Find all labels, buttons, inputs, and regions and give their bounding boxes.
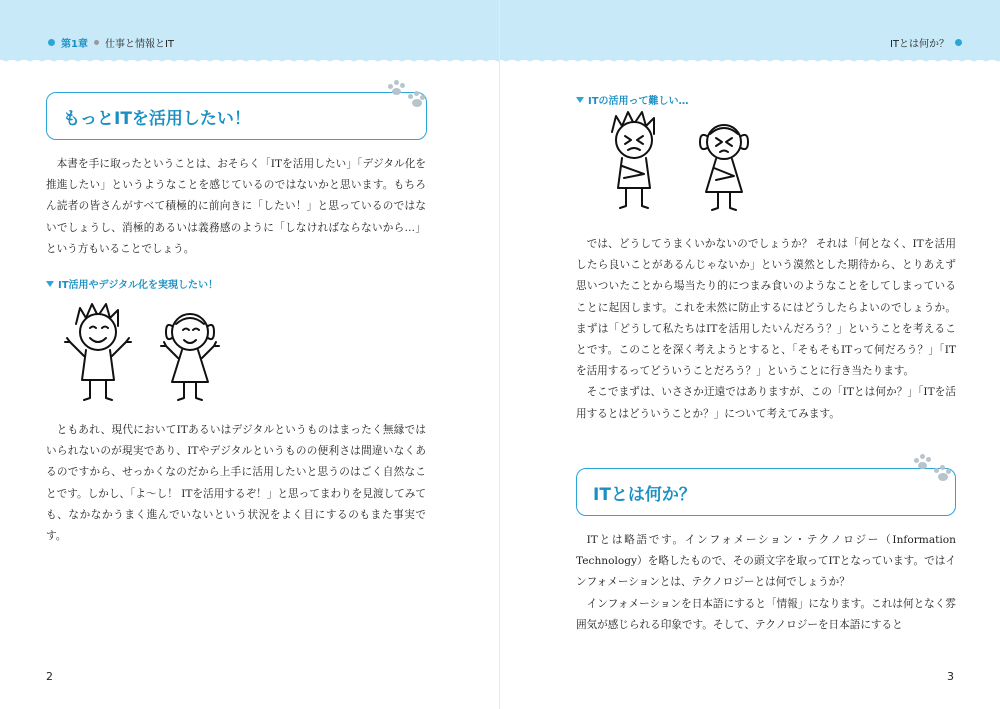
paragraph: インフォメーションを日本語にすると「情報」になります。これは何となく雰囲気が感じられる印象です。そして、テクノロジーを日本語にすると	[576, 597, 956, 631]
dot-bullet-icon	[955, 39, 962, 46]
section-heading-box	[46, 92, 427, 140]
triangle-down-icon	[46, 281, 54, 287]
paragraph: ともあれ、現代においてITあるいはデジタルというものはまったく無縁ではいられないのが現実であり、ITやデジタルというものの便利さは間違いなくあるのですから、せっかくなのだから上手に活用したいと思うのはごく自然なことです。しかし、「よ〜し！ ITを活用するぞ！」と思ってまわりを見渡してみても、なかなかうまく進んでいないという状況をよく目にするのもまた事実です。	[46, 424, 426, 543]
paragraph: 本書を手に取ったということは、おそらく「ITを活用したい」「デジタル化を推進したい」というようなことを感じているのではないかと思います。もちろん読者の皆さんがすべて積極的に前向きに「したい！」と思っているのではないでしょうし、消極的あるいは義務感のように「しなければならないから…」という方もいることでしょう。	[46, 158, 426, 255]
right-page	[500, 0, 1000, 709]
triangle-down-icon	[576, 97, 584, 103]
paw-print-icon	[384, 78, 428, 112]
section-label: 仕事と情報とIT	[104, 39, 175, 50]
page-number: 3	[947, 670, 954, 683]
figure-caption	[576, 92, 689, 107]
body-text	[576, 530, 956, 636]
running-header	[48, 35, 174, 50]
happy-kids-illustration	[58, 296, 248, 406]
header-band	[0, 0, 500, 60]
body-text	[46, 420, 426, 547]
section-heading-box	[576, 468, 956, 516]
section-heading: ITとは何か？	[593, 484, 696, 505]
page-number: 2	[46, 670, 53, 683]
body-text	[46, 154, 426, 260]
paw-print-icon	[910, 452, 954, 486]
header-title: ITとは何か？	[889, 39, 949, 50]
body-text	[576, 234, 956, 425]
section-heading: もっとITを活用したい！	[63, 108, 251, 129]
chapter-label: 第1章	[61, 39, 88, 50]
dot-bullet-icon	[48, 39, 55, 46]
header-band	[500, 0, 1000, 60]
figure-caption	[46, 276, 218, 291]
paragraph: では、どうしてうまくいかないのでしょうか？ それは「何となく、ITを活用したら良いことがあるんじゃないか」という漠然とした期待から、とりあえず思いついたことから場当たり的につまみ食いのようなことをしてしまっていることに起因します。これを未然に防止するにはどうしたらよいのでしょうか。まずは「どうして私たちはITを活用したいんだろう？」ということを考えることです。このことを深く考えようとすると、「そもそもITって何だろう？」「ITを活用するってどういうことだろう？」ということに行き当たります。	[576, 238, 956, 378]
caption-text: ITの活用って難しい…	[588, 96, 689, 107]
paragraph: ITとは略語です。インフォメーション・テクノロジー（Information Technology）を略したもので、その頭文字を取ってITとなっています。ではインフォメーションとは、テクノロジーとは何でしょうか？	[576, 534, 956, 589]
caption-text: IT活用やデジタル化を実現したい！	[58, 280, 218, 291]
worried-kids-illustration	[598, 108, 768, 216]
running-header	[890, 35, 962, 50]
paragraph: そこでまずは、いささか迂遠ではありますが、この「ITとは何か？」「ITを活用するとはどういうことか？」について考えてみます。	[576, 386, 956, 420]
dot-bullet-icon	[94, 40, 99, 45]
